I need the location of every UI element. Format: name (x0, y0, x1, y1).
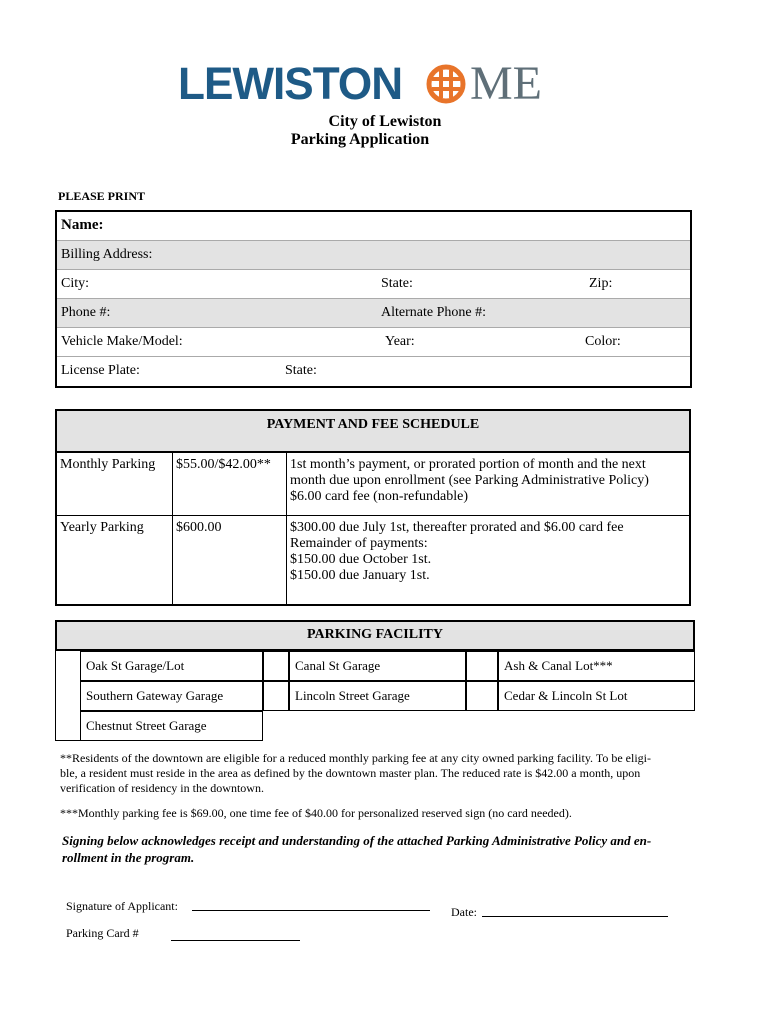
fee-terms-line: Remainder of payments: (290, 536, 428, 551)
lighthouse-mark-icon (426, 64, 466, 104)
facility-checkbox-column-left[interactable] (55, 651, 81, 741)
parking-card-label: Parking Card # (66, 926, 139, 940)
fee-terms-line: $150.00 due October 1st. (290, 552, 432, 567)
facility-option-label: Cedar & Lincoln St Lot (504, 688, 628, 703)
facility-option-label: Southern Gateway Garage (86, 688, 224, 703)
vehicle-row[interactable] (57, 328, 690, 357)
license-row[interactable] (57, 357, 690, 386)
acknowledgement-line: Signing below acknowledges receipt and understanding of the attached Parking Administrative Policy and en- (62, 833, 652, 848)
residents-note-line: **Residents of the downtown are eligible for a reduced monthly parking fee at any city owned parking facility. To be eligi- (60, 751, 651, 765)
fee-terms-line: 1st month’s payment, or prorated portion of month and the next (290, 457, 646, 472)
fee-terms-line: $300.00 due July 1st, thereafter prorated and $6.00 card fee (290, 520, 624, 535)
fee-price: $600.00 (173, 516, 287, 604)
logo-wordmark: LEWISTON (178, 58, 403, 109)
facility-option-chestnut-st[interactable] (80, 711, 263, 741)
city-label: City: (61, 276, 90, 291)
facility-checkbox-lincoln-st[interactable] (263, 681, 289, 711)
signature-label: Signature of Applicant: (66, 899, 178, 913)
fee-terms (287, 516, 689, 604)
fee-type: Yearly Parking (57, 516, 173, 604)
parking-facility-table (55, 620, 695, 741)
facility-option-label: Ash & Canal Lot*** (504, 658, 613, 673)
plate-state-label: State: (285, 363, 317, 378)
phone-label: Phone #: (61, 305, 111, 320)
name-label: Name: (61, 217, 104, 233)
facility-checkbox-canal-st[interactable] (263, 651, 289, 681)
reserved-sign-note: ***Monthly parking fee is $69.00, one time fee of $40.00 for personalized reserved sign (no card needed). (60, 806, 572, 820)
color-label: Color: (585, 334, 621, 349)
fee-price: $55.00/$42.00** (173, 453, 287, 515)
facility-option-label: Lincoln Street Garage (295, 688, 410, 703)
fee-row-yearly (57, 516, 689, 604)
fee-terms-line: $6.00 card fee (non-refundable) (290, 489, 469, 504)
residents-note-line: verification of residency in the downtown. (60, 781, 264, 795)
billing-address-row[interactable] (57, 241, 690, 270)
facility-option-cedar-lincoln[interactable] (498, 681, 695, 711)
please-print-label: PLEASE PRINT (58, 189, 146, 203)
date-line[interactable] (482, 916, 668, 917)
fee-terms-line: $150.00 due January 1st. (290, 568, 430, 583)
facility-option-label: Canal St Garage (295, 658, 381, 673)
logo-state-suffix: ME (470, 57, 542, 110)
state-label: State: (381, 276, 413, 291)
acknowledgement-line: rollment in the program. (62, 850, 195, 865)
residents-note (60, 751, 700, 796)
zip-label: Zip: (589, 276, 613, 291)
form-title: Parking Application (290, 131, 430, 148)
facility-option-ash-canal[interactable] (498, 651, 695, 681)
fee-schedule-table (55, 409, 691, 606)
fee-terms-line: month due upon enrollment (see Parking Administrative Policy) (290, 473, 649, 488)
facility-option-southern-gateway[interactable] (80, 681, 263, 711)
city-row[interactable] (57, 270, 690, 299)
billing-address-label: Billing Address: (61, 247, 153, 262)
parking-facility-title: PARKING FACILITY (55, 620, 695, 651)
facility-checkbox-cedar-lincoln[interactable] (466, 681, 498, 711)
signature-line[interactable] (192, 910, 430, 911)
fee-row-monthly (57, 453, 689, 516)
residents-note-line: ble, a resident must reside in the area as defined by the downtown master plan. The reduced rate is $42.00 a month, upon (60, 766, 641, 780)
fee-type: Monthly Parking (57, 453, 173, 515)
name-row[interactable] (57, 212, 690, 241)
facility-option-lincoln-st[interactable] (289, 681, 466, 711)
city-name-heading: City of Lewiston (328, 113, 442, 130)
fee-terms (287, 453, 689, 515)
fee-schedule-title: PAYMENT AND FEE SCHEDULE (57, 411, 689, 453)
alternate-phone-label: Alternate Phone #: (381, 305, 486, 320)
city-logo (178, 57, 548, 110)
year-label: Year: (385, 334, 415, 349)
vehicle-label: Vehicle Make/Model: (61, 334, 183, 349)
facility-option-label: Oak St Garage/Lot (86, 658, 185, 673)
acknowledgement-note (62, 832, 702, 866)
facility-option-canal-st[interactable] (289, 651, 466, 681)
facility-checkbox-ash-canal[interactable] (466, 651, 498, 681)
facility-option-label: Chestnut Street Garage (86, 718, 207, 733)
parking-card-line[interactable] (171, 940, 300, 941)
license-plate-label: License Plate: (61, 363, 140, 378)
facility-option-oak-st[interactable] (80, 651, 263, 681)
applicant-info-box (55, 210, 692, 388)
date-label: Date: (451, 905, 477, 919)
phone-row[interactable] (57, 299, 690, 328)
